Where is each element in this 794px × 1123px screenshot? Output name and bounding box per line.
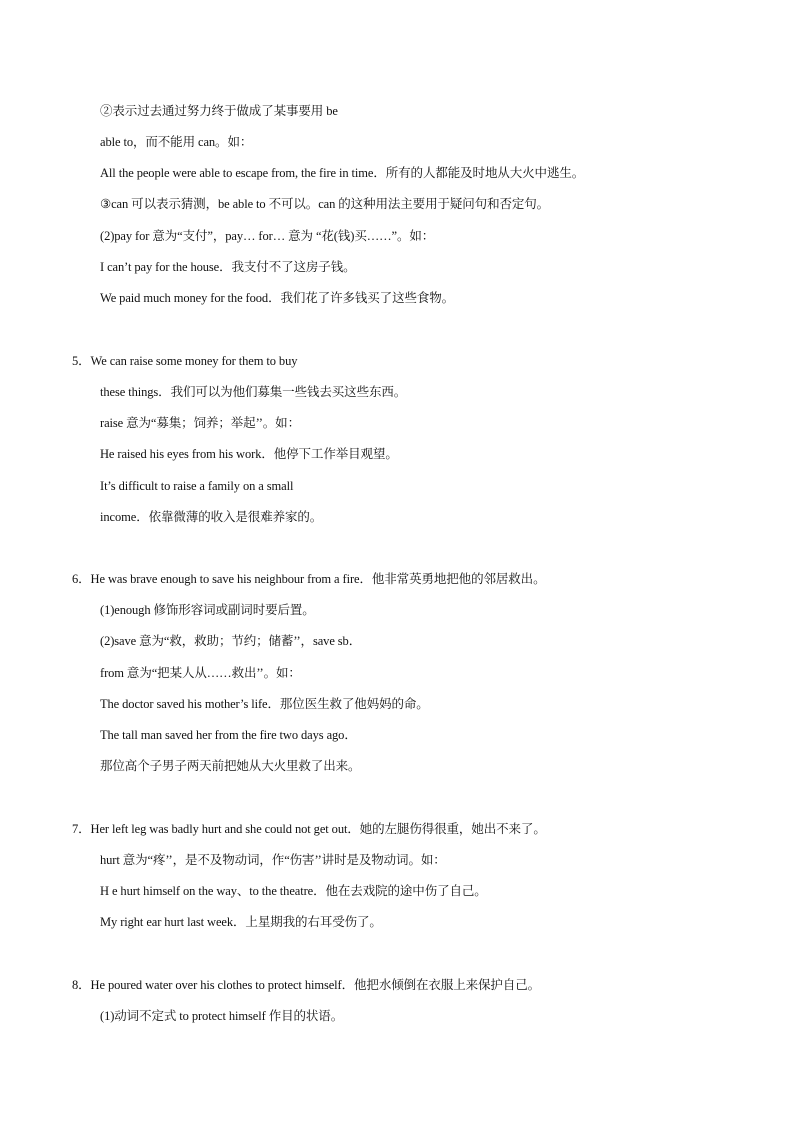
text-line: ②表示过去通过努力终于做成了某事要用 be xyxy=(100,104,338,118)
text-line: The doctor saved his mother’s life．那位医生救了他妈妈的命。 xyxy=(100,697,429,711)
text-line: All the people were able to escape from, the fire in time．所有的人都能及时地从大火中逃生。 xyxy=(100,166,585,180)
text-line: hurt 意为“疼’’，是不及物动词，作“伤害’’讲时是及物动词。如： xyxy=(100,853,446,867)
item-heading-6: 6．He was brave enough to save his neighbour from a fire．他非常英勇地把他的邻居救出。 xyxy=(72,572,546,586)
text-line: able to，而不能用 can。如： xyxy=(100,135,253,149)
item-heading-5: 5．We can raise some money for them to buy xyxy=(72,354,298,368)
item-heading-7: 7．Her left leg was badly hurt and she could not get out．她的左腿伤得很重，她出不来了。 xyxy=(72,822,546,836)
text-line: He raised his eyes from his work．他停下工作举目观望。 xyxy=(100,447,398,461)
text-line: We paid much money for the food．我们花了许多钱买了这些食物。 xyxy=(100,291,455,305)
text-line: from 意为“把某人从……救出’’。如： xyxy=(100,666,301,680)
text-line: (1)enough 修饰形容词或副词时要后置。 xyxy=(100,603,315,617)
text-line: income．依靠微薄的收入是很难养家的。 xyxy=(100,510,323,524)
text-line: My right ear hurt last week．上星期我的右耳受伤了。 xyxy=(100,915,382,929)
text-line: raise 意为“募集；饲养；举起’’。如： xyxy=(100,416,300,430)
text-line: H e hurt himself on the way、to the theatre．他在去戏院的途中伤了自己。 xyxy=(100,884,487,898)
text-line: It’s difficult to raise a family on a small xyxy=(100,479,294,493)
text-line: (2)save 意为“救，救助；节约；储蓄’’，save sb． xyxy=(100,634,362,648)
text-line: I can’t pay for the house．我支付不了这房子钱。 xyxy=(100,260,356,274)
item-heading-8: 8．He poured water over his clothes to protect himself．他把水倾倒在衣服上来保护自己。 xyxy=(72,978,541,992)
text-line: (1)动词不定式 to protect himself 作目的状语。 xyxy=(100,1009,344,1023)
text-line: these things．我们可以为他们募集一些钱去买这些东西。 xyxy=(100,385,407,399)
text-line: (2)pay for 意为“支付”，pay… for… 意为 “花(钱)买……”。如： xyxy=(100,229,435,243)
text-line: The tall man saved her from the fire two days ago． xyxy=(100,728,357,742)
text-line: ③can 可以表示猜测，be able to 不可以。can 的这种用法主要用于疑问句和否定句。 xyxy=(100,197,550,211)
text-line: 那位高个子男子两天前把她从大火里救了出来。 xyxy=(100,759,361,773)
